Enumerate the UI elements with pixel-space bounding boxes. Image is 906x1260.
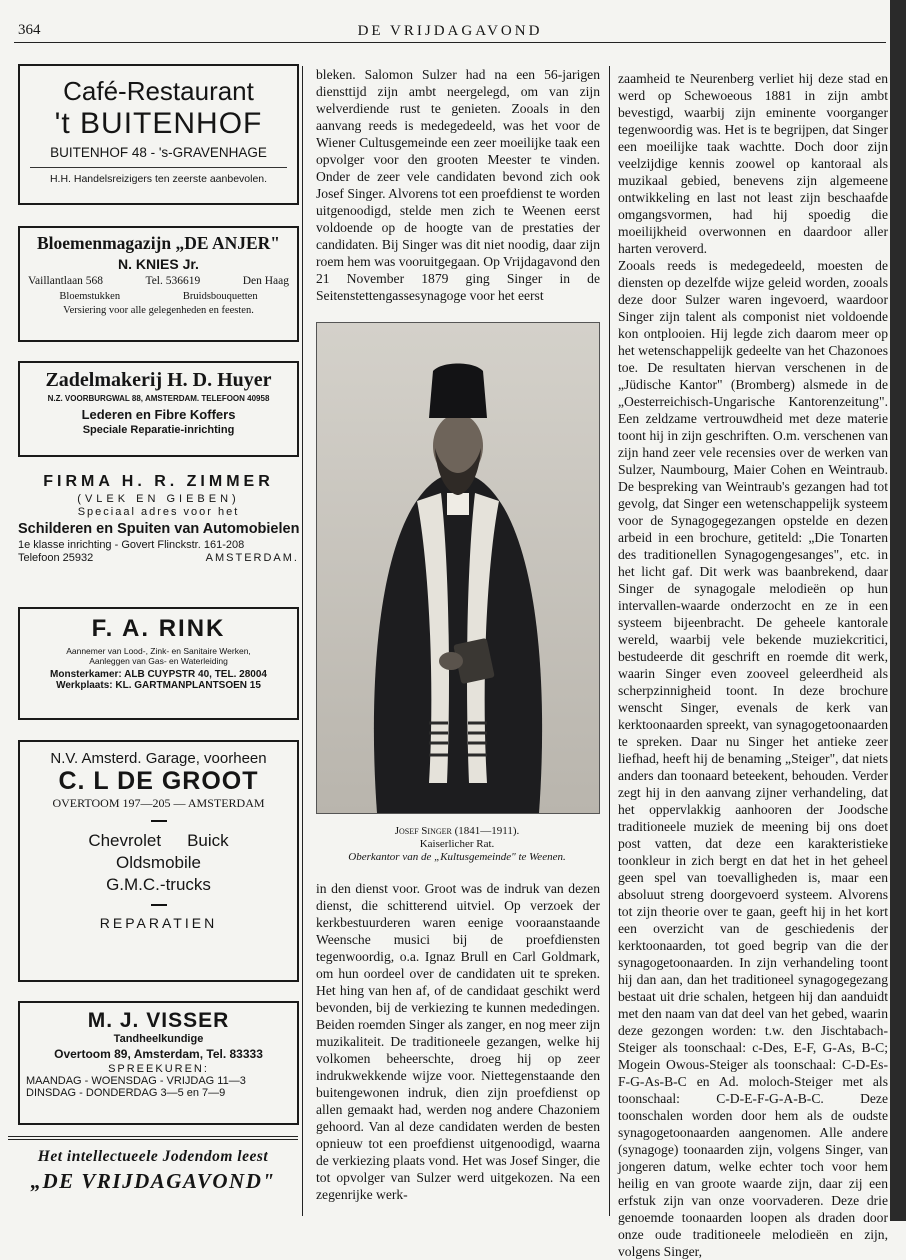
ad-rink-line3: Aanleggen van Gas- en Waterleiding [89, 656, 228, 666]
ad-rink-line4: Monsterkamer: ALB CUYPSTR 40, TEL. 28004 [50, 669, 267, 680]
ad-visser-hours2: DINSDAG - DONDERDAG 3—5 en 7—9 [26, 1087, 226, 1099]
ad-huyer-line3: Lederen en Fibre Koffers [81, 407, 236, 422]
ad-zimmer-phone: Telefoon 25932 [18, 552, 94, 564]
ad-de-groot [18, 740, 299, 982]
page-number: 364 [18, 22, 41, 38]
journal-title: DE VRIJDAGAVOND [357, 23, 543, 39]
article-paragraph: bleken. Salomon Sulzer had na een 56-jarigen diensttijd zijn ambt neergelegd, om van zijn welverdiende rust te genieten. Zooals in den aanvang reeds is medegedeeld, was het voor de Wiener Cultusgemeinde een zeer moeilijke taak een opvolger voor den grooten Meester te vinden. Onder de zeer vele candidaten bevond zich ook Josef Singer. Alvorens tot een proefdienst te worden uitgenoodigd, stelde men zich te Weenen eerst voldoende op de hoogte van de prestaties der candidaten. Bij Singer was dit niet noodig, daar zijn roem hem was vooruitgegaan. Op Vrijdagavond den 21 November 1879 ging Singer in de Seitenstettengassesynagoge voor het eerst [316, 67, 600, 303]
ad-anjer-item2: Bruidsbouquetten [182, 291, 258, 302]
ad-de-anjer [18, 226, 299, 342]
column-rule-right [609, 66, 610, 1216]
ad-huyer-line4: Speciale Reparatie-inrichting [82, 424, 235, 436]
ad-groot-brand2: Buick [187, 831, 229, 850]
ad-groot-repair: REPARATIEN [99, 915, 218, 931]
article-middle-bottom [316, 880, 600, 1212]
ad-visser-hours-label: SPREEKUREN: [108, 1063, 209, 1075]
footer-ad-line2: „DE VRIJDAGAVOND" [30, 1169, 276, 1193]
ad-zimmer-title: FIRMA H. R. ZIMMER [43, 473, 274, 490]
ad-buitenhof [18, 64, 299, 205]
ad-huyer [18, 361, 299, 457]
ad-zimmer-line3: Speciaal adres voor het [77, 506, 240, 518]
ad-buitenhof-name1: Café-Restaurant [63, 76, 254, 106]
ad-anjer-owner: N. KNIES Jr. [118, 256, 199, 272]
ad-zimmer-line5: 1e klasse inrichting - Govert Flinckstr. 161-208 [18, 539, 245, 551]
ad-groot-brand1: Chevrolet [88, 831, 162, 850]
caption-name: Josef Singer [394, 825, 452, 837]
ad-huyer-address: N.Z. VOORBURGWAL 88, AMSTERDAM. TELEFOON 40958 [47, 394, 270, 403]
ad-buitenhof-address: BUITENHOF 48 - 's-GRAVENHAGE [50, 145, 267, 160]
ad-rink-line5: Werkplaats: KL. GARTMANPLANTSOEN 15 [56, 680, 261, 691]
ad-groot-brand4: G.M.C.-trucks [106, 875, 211, 894]
article-paragraph: in den dienst voor. Groot was de indruk van dezen dienst, die schitterend uitviel. Op verzoek der kerkbestuurderen waren eenige vooraanstaande Weensche musici bij de proefdiensten tegenwoordig, o.a. Ignaz Brull en Carl Goldmark, om hun oordeel over de candidaten uit te spreken. Het hing van hen af, of de candidaat geschikt werd bevonden, bij de verkiezing te kunnen mededingen. Beiden roemden Singer als zanger, en nog meer zijn muzikaliteit. De traditioneele gezangen, welke hij volkomen beheerschte, droeg hij op zeer indrukwekkende wijze voor. Niettegenstaande den buitengewonen indruk, dien zijn proefdienst op allen gemaakt had, werden nog andere Chazoniem gehoord. Van al deze candidaten werden de besten opnieuw tot een proefdienst uitgenoodigd, waarna de verkiezing plaats vond. Het was Josef Singer, die tot opvolger van Sulzer werd uitgekozen. Na een zegenrijke werk- [316, 881, 600, 1202]
ad-groot-brand3: Oldsmobile [115, 853, 202, 872]
ad-anjer-phone: Tel. 536619 [145, 275, 201, 287]
page-header [14, 18, 886, 43]
ad-zimmer [18, 473, 299, 591]
article-paragraph: zaamheid te Neurenberg verliet hij deze stad en werd op Schewoeous 1881 in zijn ambt bevestigd, waarbij zijn eminente voorganger tegenwoordig was. Het is te begrijpen, dat Singer een moeilijke taak wachtte. Doch door zijn veelzijdige kennis zoowel op kantoraal als muzikaal gebied, benevens zijn algemeene ontwikkeling en last not least zijn beschaafde omgangsvormen, had hij spoedig die moeilijkheid overwonnen en daardoor aller harten veroverd. [618, 71, 888, 256]
ad-rink [18, 607, 299, 720]
article-right [618, 70, 888, 1259]
ad-groot-address: OVERTOOM 197—205 — AMSTERDAM [52, 796, 265, 810]
ad-zimmer-city: AMSTERDAM. [205, 552, 299, 564]
ad-anjer-item1: Bloemstukken [59, 291, 121, 302]
ad-buitenhof-name2: 't BUITENHOF [54, 107, 263, 140]
ad-anjer-city: Den Haag [242, 275, 289, 287]
ad-visser [18, 1001, 299, 1125]
caption-title: Kaiserlicher Rat. [419, 838, 495, 850]
ad-zimmer-line4: Schilderen en Spuiten van Automobielen [18, 521, 300, 537]
ad-anjer-title: Bloemenmagazijn „DE ANJER" [36, 233, 281, 253]
ad-groot-line1: N.V. Amsterd. Garage, voorheen [50, 750, 267, 767]
portrait-caption [316, 825, 598, 864]
ad-groot-name: C. L DE GROOT [58, 767, 259, 795]
column-rule-left [302, 66, 303, 1216]
ad-visser-title: Tandheelkundige [113, 1033, 204, 1045]
ad-visser-hours1: MAANDAG - WOENSDAG - VRIJDAG 11—3 [26, 1075, 246, 1087]
footer-ad [8, 1148, 298, 1194]
ad-anjer-note: Versiering voor alle gelegenheden en feesten. [63, 305, 254, 316]
footer-ad-line1: Het intellectueele Jodendom leest [37, 1148, 269, 1165]
ad-huyer-title: Zadelmakerij H. D. Huyer [45, 369, 272, 391]
portrait-photo [316, 322, 600, 814]
caption-years: (1841—1911). [454, 825, 520, 837]
ad-visser-address: Overtoom 89, Amsterdam, Tel. 83333 [54, 1047, 263, 1061]
page-edge [890, 0, 906, 1221]
ad-rink-line2: Aannemer van Lood-, Zink- en Sanitaire Werken, [66, 646, 251, 656]
ad-rink-title: F. A. RINK [91, 615, 226, 642]
portrait-figure-image [317, 323, 599, 813]
ad-anjer-street: Vaillantlaan 568 [28, 275, 104, 287]
article-paragraph: Zooals reeds is medegedeeld, moesten de diensten op dezelfde wijze geleid worden, zooals deze door Sulzer waren ingevoerd, waardoor Singer zijn talent als componist niet voldoende kon ontplooien. Hij legde zich daarom meer op het wetenschappelijk gedeelte van het Chazonoes toe. De resultaten hiervan verschenen in de „Jüdische Kantor" (Bromberg) alsmede in de „Oesterreichisch-Ungarische Kantorenzeitung". Een zeldzame vertrouwdheid met deze materie toont hij in zijn geschriften. O.m. verschenen van zijn hand zeer vele recensies over de werken van Sulzer, Naumbourg, Maier Cohen en Weintraub. De bespreking van Weintraub's gezangen had tot gevolg, dat Singer een wetenschappelijk systeem voor de Synagogegezangen opstelde en dezen arbeid in een brochure, getiteld: „Die Tonarten des traditionellen Synagogengesanges", etc. in het licht gaf. Dit werk was baanbrekend, daar Singer de synagogale melodieën op hun intervallen-waarde onderzocht en ze in een systeem bijeenbracht. De geheele kantorale wereld, waarbij vele bekende muziekcritici, bestudeerde dit geschrift en roemde dit werk, waarin Singer even zooveel geleerdheid als scherpzinnigheid toont. In deze brochure wenscht Singer, evenals de kerk van kerktoonaarden spreekt, van synagogetoonaarden te spreken. Daar nu Singer het antieke zeer liefhad, heeft hij de benaming „Steiger", dat niets anders dan toonaard beteekent, behouden. Verder zegt hij in den aanvang zijner verhandeling, dat het oppervlakkig aanhooren der Joodsche traditioneele muziek de meening bij ons doet post vatten, dat deze een karakteristieke toonkleur in zich bergt en dat het in het geheel geen spel van toevalligheden is, maar een absoluut streng doorgevoerd systeem. Alvorens tot zijn theorie over te gaan, geeft hij in het kort een overzicht van de geschiedenis der kerktoonaarden, tot goed begrip van die der synagogetoonaarden. In zijn verhandeling toont hij dan aan, dan het traditioneel synagogegezang bestaat uit drie schalen, hetgeen hij dan aanduidt met den naam van dat deel van het gebed, waarin deze gezongen worden: t.w. den Jischtabach-Steiger als toonschaal: c-Des, E-F, G-As, B-C; Mogein Owous-Steiger als toonschaal: C-D-Es-F-G-As-B-C en Ad. moloch-Steiger met als toonschaal: C-D-E-F-G-A-B-C. Deze toonschalen worden door hem als de oudste synagogetoonaarden aangenomen. Alle andere (synagoge) toonaarden zijn, volgens Singer, van jongeren datum, welke echter toch voor hem heilig en van groote waarde zijn, daar zij een erfstuk zijn van onze voorvaderen. Deze drie genoemde toonaarden loopen als draden door onze oude traditioneele melodieën en zijn, volgens Singer, [618, 258, 888, 1259]
caption-role: Oberkantor van de „Kultusgemeinde" te Weenen. [348, 851, 566, 863]
ad-visser-name: M. J. VISSER [87, 1009, 230, 1032]
ad-zimmer-sub: (VLEK EN GIEBEN) [77, 493, 240, 505]
article-middle-top [316, 66, 600, 308]
ad-buitenhof-note: H.H. Handelsreizigers ten zeerste aanbevolen. [49, 173, 268, 185]
